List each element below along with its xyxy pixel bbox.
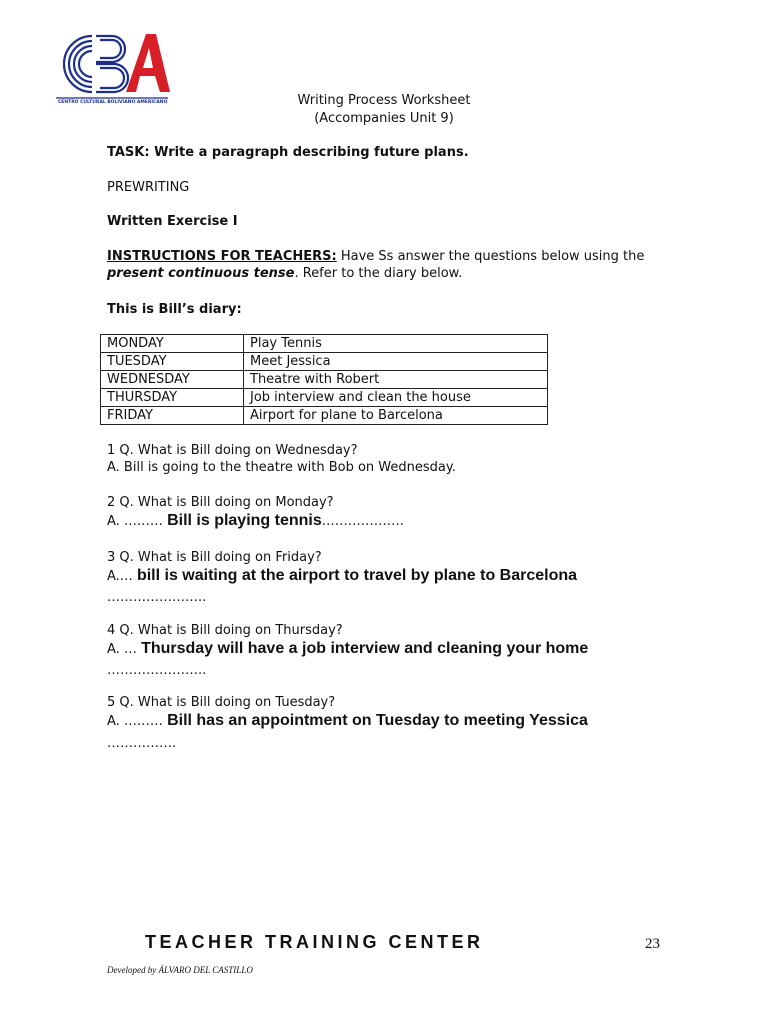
table-row [101, 389, 548, 407]
table-row [101, 353, 548, 371]
answer-5-continuation: ……………. [107, 736, 177, 751]
diary-day: MONDAY [101, 335, 244, 353]
diary-intro: This is Bill’s diary: [107, 302, 242, 317]
task-line: TASK: Write a paragraph describing future plans. [107, 145, 469, 160]
diary-plan: Play Tennis [244, 335, 548, 353]
instructions-paragraph [107, 248, 687, 282]
instructions-text-2: . Refer to the diary below. [294, 266, 463, 281]
answer-4 [107, 640, 588, 658]
worksheet-title: Writing Process Worksheet [297, 93, 471, 108]
answer-3-prefix: A.… [107, 569, 137, 584]
instructions-text-1: Have Ss answer the questions below using the [336, 249, 645, 264]
diary-table [100, 334, 548, 425]
table-row [101, 335, 548, 353]
answer-2 [107, 512, 404, 530]
exercise-heading: Written Exercise I [107, 214, 238, 229]
developer-credit: Developed by ÁLVARO DEL CASTILLO [107, 965, 253, 975]
answer-4-prefix: A. … [107, 642, 142, 657]
answer-2-suffix: ………………. [321, 514, 404, 529]
diary-day: WEDNESDAY [101, 371, 244, 389]
diary-day: TUESDAY [101, 353, 244, 371]
diary-plan: Airport for plane to Barcelona [244, 407, 548, 425]
logo-caption: CENTRO CULTURAL BOLIVIANO AMERICANO [58, 100, 168, 105]
answer-3-continuation: ………………….. [107, 590, 207, 605]
answer-4-handwritten: Thursday will have a job interview and cleaning your home [141, 640, 589, 657]
instructions-label: INSTRUCTIONS FOR TEACHERS: [107, 249, 337, 264]
diary-plan: Meet Jessica [244, 353, 548, 371]
question-3: 3 Q. What is Bill doing on Friday? [107, 550, 322, 565]
answer-3-handwritten: bill is waiting at the airport to travel by plane to Barcelona [136, 567, 578, 584]
answer-4-continuation: ………………….. [107, 663, 207, 678]
section-heading: PREWRITING [107, 180, 190, 195]
answer-2-handwritten: Bill is playing tennis [167, 512, 322, 529]
footer-title: TEACHER TRAINING CENTER [145, 932, 484, 952]
table-row [101, 371, 548, 389]
table-row [101, 407, 548, 425]
question-1: 1 Q. What is Bill doing on Wednesday? [107, 443, 358, 458]
instructions-emphasis: present continuous tense [107, 266, 295, 281]
question-2: 2 Q. What is Bill doing on Monday? [107, 495, 334, 510]
worksheet-subtitle: (Accompanies Unit 9) [314, 111, 454, 126]
diary-plan: Theatre with Robert [244, 371, 548, 389]
question-4: 4 Q. What is Bill doing on Thursday? [107, 623, 343, 638]
answer-3 [107, 567, 577, 585]
page-number: 23 [645, 936, 660, 952]
answer-1-text: A. Bill is going to the theatre with Bob on Wednesday. [107, 460, 456, 475]
diary-plan: Job interview and clean the house [244, 389, 548, 407]
question-5: 5 Q. What is Bill doing on Tuesday? [107, 695, 336, 710]
answer-1 [107, 460, 456, 475]
diary-day: THURSDAY [101, 389, 244, 407]
diary-day: FRIDAY [101, 407, 244, 425]
answer-5-handwritten: Bill has an appointment on Tuesday to meeting Yessica [167, 712, 588, 729]
answer-5-prefix: A. ……… [107, 714, 168, 729]
answer-5 [107, 712, 588, 730]
answer-2-prefix: A. ……… [107, 514, 168, 529]
